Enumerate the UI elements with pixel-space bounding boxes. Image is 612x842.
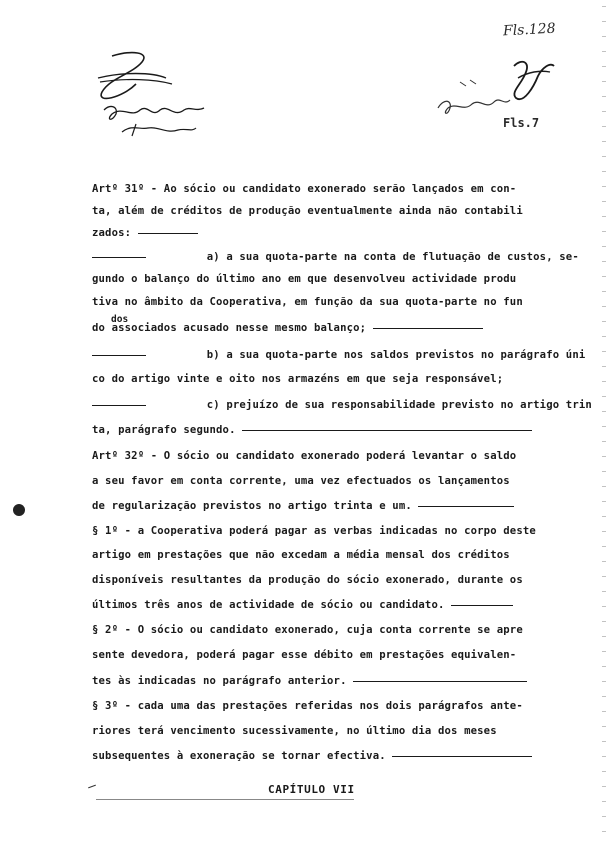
text-line: [92, 500, 514, 513]
fill-rule: [138, 233, 198, 234]
text-line: [92, 251, 579, 264]
fill-rule: [353, 681, 527, 682]
text-line: [92, 227, 198, 240]
fill-rule: [373, 328, 483, 329]
text-line: disponíveis resultantes da produção do sócio exonerado, durante os: [92, 574, 523, 586]
line-text: subsequentes à exoneração se tornar efectiva.: [92, 750, 386, 762]
line-text: c) prejuízo de sua responsabilidade previsto no artigo trin: [148, 399, 592, 411]
sheet-label: Fls.7: [503, 116, 540, 130]
text-line: tiva no âmbito da Cooperativa, em função da sua quota-parte no fun: [92, 296, 523, 308]
text-line: gundo o balanço do último ano em que desenvolveu actividade produ: [92, 273, 517, 285]
perforation-edge: [602, 0, 606, 842]
text-line: riores terá vencimento sucessivamente, no último dia dos meses: [92, 725, 497, 737]
line-text: zados:: [92, 227, 132, 239]
text-line: ta, além de créditos de produção eventualmente ainda não contabili: [92, 205, 523, 217]
text-line: Artº 32º - O sócio ou candidato exonerado poderá levantar o saldo: [92, 450, 517, 462]
text-line: [92, 599, 513, 612]
text-line: a seu favor em conta corrente, uma vez efectuados os lançamentos: [92, 475, 510, 487]
text-line: [92, 675, 527, 688]
text-line: sente devedora, poderá pagar esse débito em prestações equivalen-: [92, 649, 517, 661]
folio-annotation: Fls.128: [502, 20, 556, 40]
line-text: ta, parágrafo segundo.: [92, 424, 236, 436]
line-text: do associados acusado nesse mesmo balanço;: [92, 322, 367, 334]
fill-rule: [92, 405, 146, 406]
line-text: a) a sua quota-parte na conta de flutuação de custos, se-: [148, 251, 579, 263]
text-line: [92, 322, 483, 335]
text-line: § 1º - a Cooperativa poderá pagar as verbas indicadas no corpo deste: [92, 525, 536, 537]
line-text: últimos três anos de actividade de sócio ou candidato.: [92, 599, 445, 611]
text-line: artigo em prestações que não excedam a média mensal dos créditos: [92, 549, 510, 561]
text-line: § 2º - O sócio ou candidato exonerado, cuja conta corrente se apre: [92, 624, 523, 636]
fill-rule: [92, 355, 146, 356]
bottom-rule: [96, 799, 354, 800]
text-line: [92, 750, 532, 763]
punch-hole: [13, 504, 25, 516]
line-text: de regularização previstos no artigo trinta e um.: [92, 500, 412, 512]
handwritten-signature-right: [430, 52, 560, 122]
margin-mark: [88, 785, 96, 789]
text-line: [92, 399, 592, 412]
line-text: b) a sua quota-parte nos saldos previstos no parágrafo úni: [148, 349, 586, 361]
fill-rule: [451, 605, 513, 606]
fill-rule: [418, 506, 514, 507]
fill-rule: [242, 430, 532, 431]
line-text: tes às indicadas no parágrafo anterior.: [92, 675, 347, 687]
text-line: co do artigo vinte e oito nos armazéns em que seja responsável;: [92, 373, 504, 385]
chapter-heading: CAPÍTULO VII: [268, 783, 355, 796]
fill-rule: [92, 257, 146, 258]
text-line: [92, 349, 585, 362]
text-line: Artº 31º - Ao sócio ou candidato exonerado serão lançados em con-: [92, 183, 517, 195]
inserted-word: dos: [111, 314, 129, 325]
text-line: [92, 424, 532, 437]
fill-rule: [392, 756, 532, 757]
text-line: § 3º - cada uma das prestações referidas nos dois parágrafos ante-: [92, 700, 523, 712]
handwritten-signature-left: [92, 48, 222, 148]
